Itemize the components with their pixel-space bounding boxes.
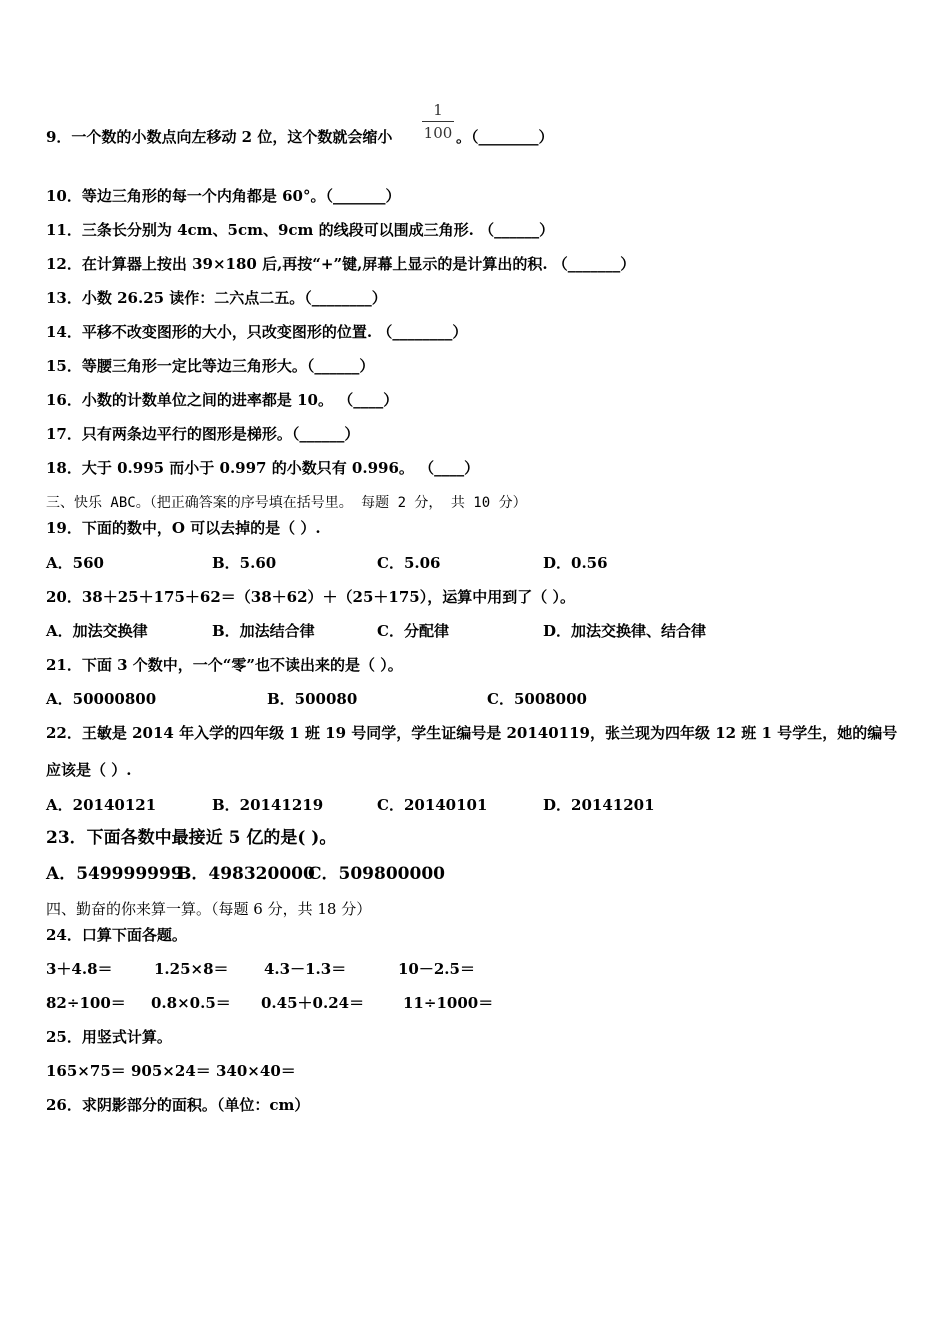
mental-math-row-1 bbox=[46, 959, 906, 979]
calc-item: 0.45＋0.24＝ bbox=[261, 994, 365, 1012]
question-22: 22．王敏是 2014 年入学的四年级 1 班 19 号同学，学生证编号是 20140119，张兰现为四年级 12 班 1 号学生，她的编号 bbox=[46, 724, 898, 742]
question-10: 10．等边三角形的每一个内角都是 60°。（_______） bbox=[46, 187, 401, 205]
fraction-denominator: 100 bbox=[423, 124, 453, 142]
option-d: D．20141201 bbox=[543, 796, 655, 814]
question-22-options bbox=[46, 795, 906, 815]
question-9-tail: 。（________） bbox=[456, 128, 554, 146]
calc-item: 1.25×8＝ bbox=[154, 960, 229, 978]
option-c: C．509800000 bbox=[308, 864, 445, 884]
option-c: C．20140101 bbox=[377, 796, 488, 814]
option-b: B．加法结合律 bbox=[212, 622, 315, 640]
option-d: D．0.56 bbox=[543, 554, 608, 572]
question-22-line-2: 应该是（ ）. bbox=[46, 761, 132, 779]
question-16: 16．小数的计数单位之间的进率都是 10。 （____） bbox=[46, 391, 399, 409]
question-15: 15．等腰三角形一定比等边三角形大。（______） bbox=[46, 357, 375, 375]
calc-item: 0.8×0.5＝ bbox=[151, 994, 231, 1012]
question-23: 23．下面各数中最接近 5 亿的是( )。 bbox=[46, 828, 337, 848]
option-a: A．加法交换律 bbox=[46, 622, 148, 640]
question-20: 20．38＋25＋175＋62＝（38＋62）＋（25＋175），运算中用到了（ ）。 bbox=[46, 588, 575, 606]
question-18: 18．大于 0.995 而小于 0.997 的小数只有 0.996。 （____） bbox=[46, 459, 480, 477]
question-19: 19．下面的数中，O 可以去掉的是（ ）. bbox=[46, 519, 321, 537]
calc-item: 11÷1000＝ bbox=[403, 994, 494, 1012]
question-19-options bbox=[46, 553, 906, 573]
question-20-options bbox=[46, 621, 906, 641]
option-a: A．549999999 bbox=[46, 864, 183, 884]
calc-item: 340×40＝ bbox=[216, 1062, 296, 1080]
question-12: 12．在计算器上按出 39×180 后,再按“+”键,屏幕上显示的是计算出的积. （_______） bbox=[46, 255, 636, 273]
fraction-bar bbox=[422, 121, 454, 122]
option-a: A．50000800 bbox=[46, 690, 157, 708]
calc-item: 10－2.5＝ bbox=[398, 960, 475, 978]
section-3-heading: 三、快乐 ABC。（把正确答案的序号填在括号里。 每题 2 分， 共 10 分） bbox=[46, 495, 527, 511]
vertical-calc-row bbox=[46, 1061, 906, 1081]
fraction-one-hundredth bbox=[422, 100, 454, 143]
question-25: 25．用竖式计算。 bbox=[46, 1028, 172, 1046]
option-b: B．498320000 bbox=[177, 864, 315, 884]
question-24: 24．口算下面各题。 bbox=[46, 926, 187, 944]
option-b: B．20141219 bbox=[212, 796, 324, 814]
option-d: D．加法交换律、结合律 bbox=[543, 622, 707, 640]
section-4-heading: 四、勤奋的你来算一算。（每题 6 分，共 18 分） bbox=[46, 900, 372, 918]
option-b: B．5.60 bbox=[212, 554, 277, 572]
question-13: 13．小数 26.25 读作：二六点二五。（________） bbox=[46, 289, 387, 307]
question-9 bbox=[46, 127, 392, 147]
calc-item: 4.3－1.3＝ bbox=[264, 960, 347, 978]
question-17: 17．只有两条边平行的图形是梯形。（______） bbox=[46, 425, 360, 443]
option-c: C．分配律 bbox=[377, 622, 449, 640]
question-21: 21．下面 3 个数中，一个“零”也不读出来的是（ ）。 bbox=[46, 656, 403, 674]
question-23-options bbox=[46, 864, 906, 884]
option-b: B．500080 bbox=[267, 690, 358, 708]
option-a: A．20140121 bbox=[46, 796, 157, 814]
calc-item: 3＋4.8＝ bbox=[46, 960, 113, 978]
calc-item: 905×24＝ bbox=[131, 1062, 211, 1080]
question-26: 26．求阴影部分的面积。（单位：cm） bbox=[46, 1096, 310, 1114]
calc-item: 82÷100＝ bbox=[46, 994, 126, 1012]
option-c: C．5008000 bbox=[487, 690, 587, 708]
calc-item: 165×75＝ bbox=[46, 1062, 126, 1080]
question-21-options bbox=[46, 689, 906, 709]
question-14: 14．平移不改变图形的大小，只改变图形的位置. （________） bbox=[46, 323, 468, 341]
mental-math-row-2 bbox=[46, 993, 906, 1013]
question-11: 11．三条长分别为 4cm、5cm、9cm 的线段可以围成三角形. （______） bbox=[46, 221, 555, 239]
option-a: A．560 bbox=[46, 554, 104, 572]
question-9-text: 9．一个数的小数点向左移动 2 位，这个数就会缩小 bbox=[46, 128, 393, 146]
fraction-numerator: 1 bbox=[433, 101, 443, 119]
option-c: C．5.06 bbox=[377, 554, 441, 572]
